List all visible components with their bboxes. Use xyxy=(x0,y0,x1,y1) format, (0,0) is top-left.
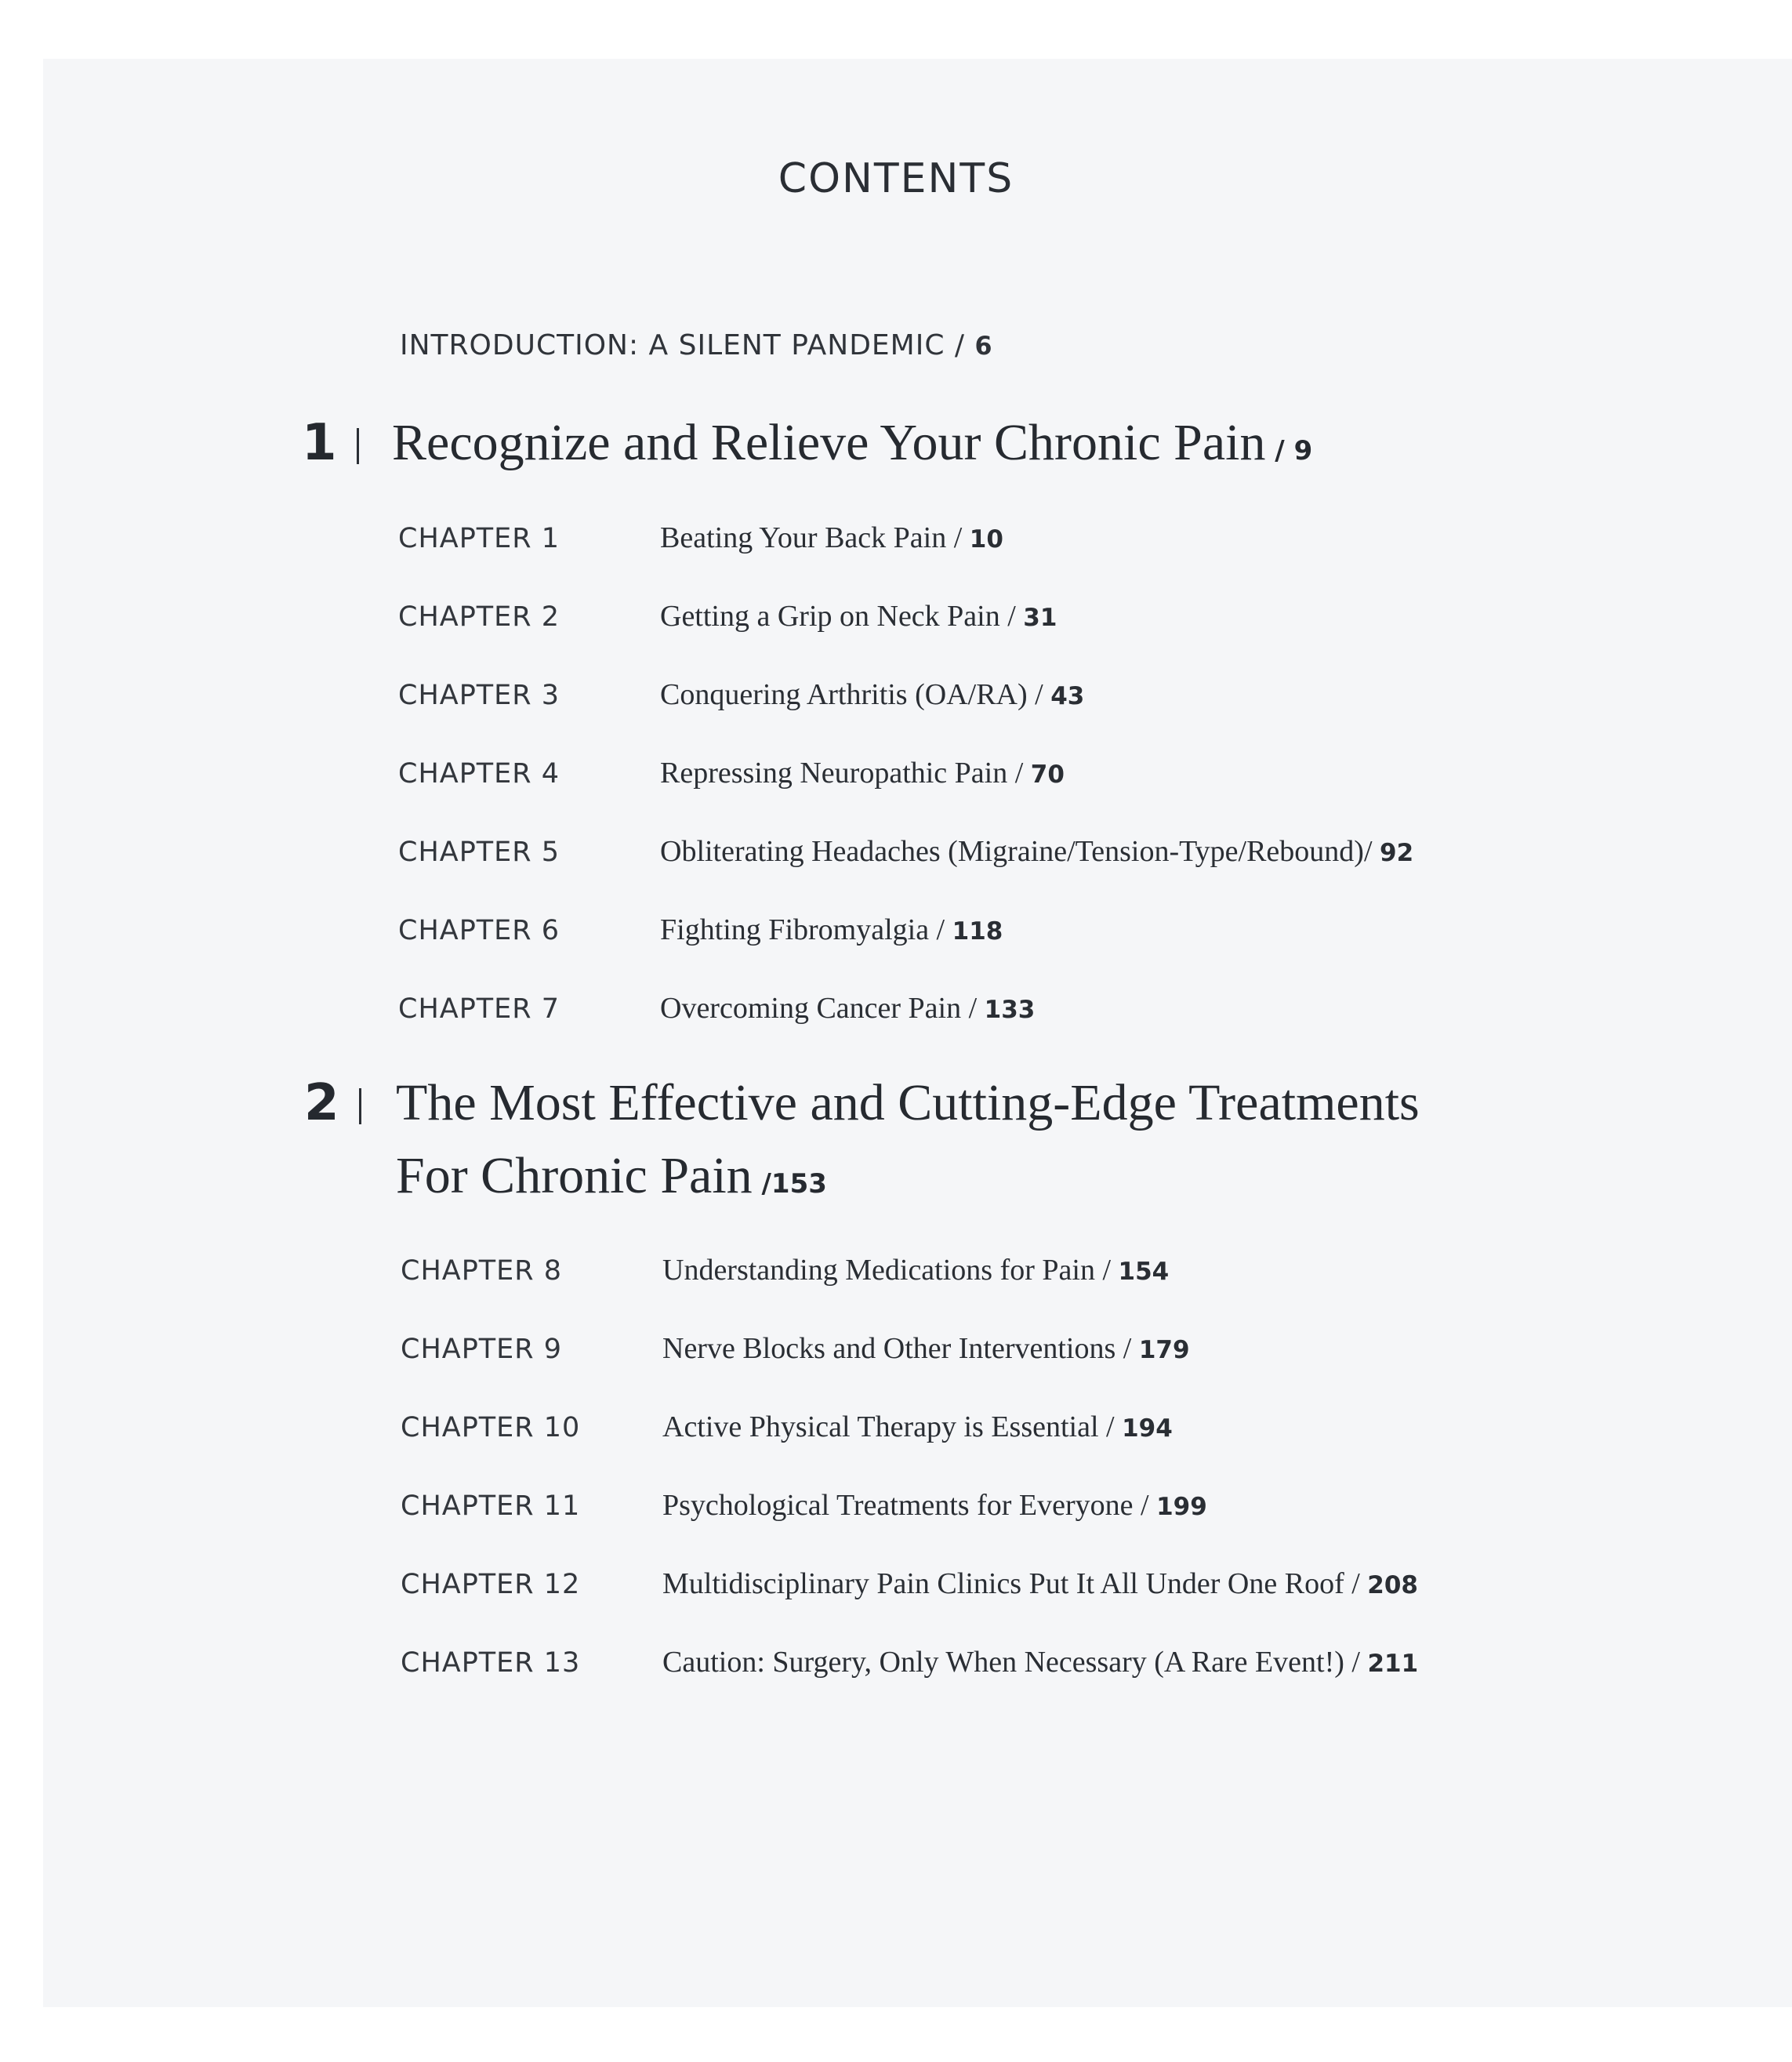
part-2-page-separator: / xyxy=(752,1168,771,1200)
part-2-number: 2 xyxy=(304,1074,339,1132)
chapter-title-text: Psychological Treatments for Everyone / xyxy=(662,1489,1157,1522)
part-1-heading[interactable] xyxy=(392,413,1312,473)
part-1-title: Recognize and Relieve Your Chronic Pain xyxy=(392,414,1266,471)
chapter-label: CHAPTER 13 xyxy=(401,1647,581,1679)
chapter-title xyxy=(662,1331,1190,1366)
chapter-title-text: Repressing Neuropathic Pain / xyxy=(660,757,1031,790)
chapter-page: 199 xyxy=(1156,1493,1207,1521)
part-1-page-separator: / xyxy=(1265,435,1294,466)
introduction-label: INTRODUCTION: A SILENT PANDEMIC / xyxy=(400,329,975,361)
toc-introduction[interactable] xyxy=(400,329,993,361)
chapter-label: CHAPTER 8 xyxy=(401,1255,563,1287)
chapter-title-text: Beating Your Back Pain / xyxy=(660,521,970,554)
chapter-page: 208 xyxy=(1367,1571,1419,1599)
chapter-label: CHAPTER 10 xyxy=(401,1412,581,1443)
part-2-page: 153 xyxy=(771,1168,827,1200)
chapter-title xyxy=(660,599,1057,633)
chapter-title xyxy=(660,521,1003,555)
chapter-title xyxy=(660,991,1035,1026)
chapter-label: CHAPTER 3 xyxy=(398,680,560,711)
part-2-divider xyxy=(359,1088,361,1124)
chapter-title-text: Obliterating Headaches (Migraine/Tension-Type/Rebound)/ xyxy=(660,835,1380,868)
chapter-page: 70 xyxy=(1030,761,1065,789)
chapter-label: CHAPTER 12 xyxy=(401,1569,581,1600)
chapter-label: CHAPTER 4 xyxy=(398,758,560,790)
part-2-title-line-2: For Chronic Pain xyxy=(396,1147,753,1204)
chapter-label: CHAPTER 7 xyxy=(398,993,560,1025)
chapter-title xyxy=(662,1410,1173,1444)
chapter-title-text: Understanding Medications for Pain / xyxy=(662,1254,1119,1287)
part-1-divider xyxy=(357,428,359,464)
chapter-page: 194 xyxy=(1122,1414,1173,1443)
chapter-page: 179 xyxy=(1138,1336,1190,1364)
chapter-page: 133 xyxy=(984,996,1036,1024)
chapter-page: 10 xyxy=(969,525,1003,554)
chapter-title xyxy=(662,1645,1418,1679)
chapter-page: 154 xyxy=(1118,1258,1170,1286)
chapter-title xyxy=(662,1566,1418,1601)
chapter-title xyxy=(660,677,1084,712)
chapter-title xyxy=(662,1253,1169,1287)
chapter-title-text: Fighting Fibromyalgia / xyxy=(660,913,952,946)
chapter-title-text: Getting a Grip on Neck Pain / xyxy=(660,600,1024,633)
chapter-page: 92 xyxy=(1380,839,1414,867)
chapter-title xyxy=(660,756,1065,790)
chapter-page: 211 xyxy=(1367,1650,1419,1678)
part-1-number: 1 xyxy=(302,414,337,472)
chapter-label: CHAPTER 9 xyxy=(401,1334,563,1365)
chapter-label: CHAPTER 11 xyxy=(401,1490,581,1522)
chapter-title-text: Nerve Blocks and Other Interventions / xyxy=(662,1332,1139,1365)
chapter-page: 43 xyxy=(1050,682,1085,710)
chapter-label: CHAPTER 6 xyxy=(398,915,560,946)
chapter-title-text: Active Physical Therapy is Essential / xyxy=(662,1410,1123,1443)
introduction-page: 6 xyxy=(974,332,993,361)
chapter-title-text: Caution: Surgery, Only When Necessary (A Rare Event!) / xyxy=(662,1646,1368,1679)
part-2-heading-line-1[interactable]: The Most Effective and Cutting-Edge Treatments xyxy=(396,1074,1420,1131)
chapter-label: CHAPTER 2 xyxy=(398,601,560,633)
chapter-title xyxy=(660,913,1003,947)
part-1-page: 9 xyxy=(1293,435,1313,466)
chapter-page: 118 xyxy=(952,917,1003,946)
chapter-title-text: Overcoming Cancer Pain / xyxy=(660,992,985,1025)
chapter-title-text: Multidisciplinary Pain Clinics Put It All Under One Roof / xyxy=(662,1567,1368,1600)
chapter-page: 31 xyxy=(1023,604,1057,632)
part-2-heading-line-2[interactable] xyxy=(396,1146,827,1206)
chapter-label: CHAPTER 1 xyxy=(398,523,560,554)
page-title: CONTENTS xyxy=(778,155,1014,202)
chapter-label: CHAPTER 5 xyxy=(398,837,560,868)
chapter-title-text: Conquering Arthritis (OA/RA) / xyxy=(660,678,1051,711)
chapter-title xyxy=(660,834,1413,869)
chapter-title xyxy=(662,1488,1207,1523)
